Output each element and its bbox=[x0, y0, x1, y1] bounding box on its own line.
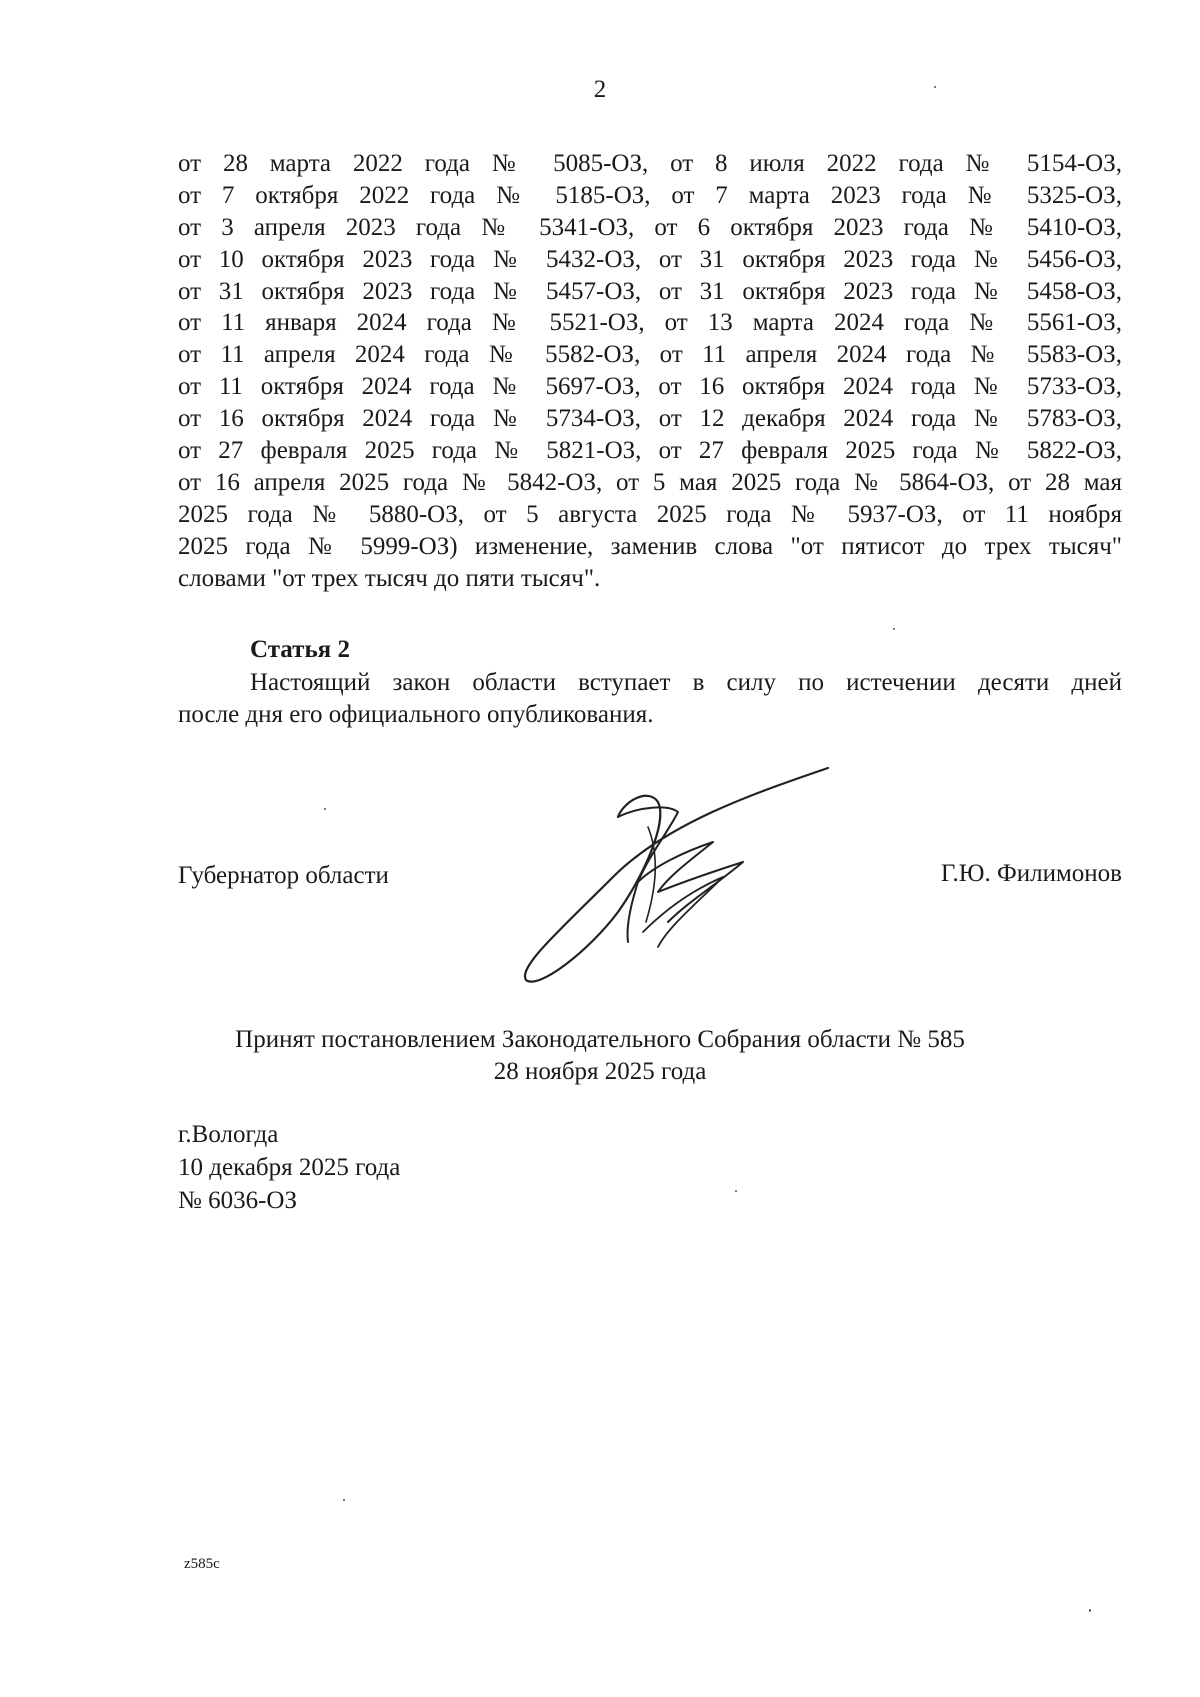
paragraph-line: от 16 октября 2024 года № 5734-ОЗ, от 12 декабря 2024 года № 5783-ОЗ, bbox=[178, 405, 1122, 433]
scan-speck bbox=[735, 1190, 737, 1192]
paragraph-line: от 28 марта 2022 года № 5085-ОЗ, от 8 июля 2022 года № 5154-ОЗ, bbox=[178, 150, 1122, 177]
law-number: № 6036-ОЗ bbox=[178, 1187, 298, 1214]
paragraph-line: от 7 октября 2022 года № 5185-ОЗ, от 7 марта 2023 года № 5325-ОЗ, bbox=[178, 181, 1122, 209]
paragraph-line: от 11 января 2024 года № 5521-ОЗ, от 13 марта 2024 года № 5561-ОЗ, bbox=[178, 309, 1122, 337]
scan-speck bbox=[1089, 1609, 1091, 1612]
paragraph-line: от 11 октября 2024 года № 5697-ОЗ, от 16 октября 2024 года № 5733-ОЗ, bbox=[178, 373, 1122, 401]
article-line: после дня его официального опубликования. bbox=[178, 700, 654, 728]
article-heading: Статья 2 bbox=[250, 636, 350, 663]
amendment-paragraph bbox=[178, 148, 1122, 594]
scan-speck bbox=[934, 86, 936, 88]
scan-speck bbox=[324, 808, 326, 810]
law-date: 10 декабря 2025 года bbox=[178, 1154, 401, 1181]
place-date-number bbox=[178, 1118, 400, 1217]
article-body bbox=[178, 667, 1122, 731]
paragraph-line: 2025 года № 5880-ОЗ, от 5 августа 2025 года № 5937-ОЗ, от 11 ноября bbox=[178, 500, 1122, 528]
scan-speck bbox=[343, 1499, 345, 1501]
paragraph-line: от 16 апреля 2025 года № 5842-ОЗ, от 5 мая 2025 года № 5864-ОЗ, от 28 мая bbox=[178, 468, 1122, 496]
city: г.Вологда bbox=[178, 1121, 279, 1148]
page-number: 2 bbox=[593, 76, 607, 103]
article-line: Настоящий закон области вступает в силу по истечении десяти дней bbox=[250, 669, 1122, 696]
handwritten-signature bbox=[518, 762, 848, 987]
adoption-date: 28 ноября 2025 года bbox=[493, 1058, 707, 1085]
adoption-line: Принят постановлением Законодательного Собрания области № 585 bbox=[235, 1026, 965, 1053]
paragraph-line: от 31 октября 2023 года № 5457-ОЗ, от 31 октября 2023 года № 5458-ОЗ, bbox=[178, 277, 1122, 305]
paragraph-line: 2025 года № 5999-ОЗ) изменение, заменив слова "от пятисот до трех тысяч" bbox=[178, 532, 1122, 560]
paragraph-line: от 27 февраля 2025 года № 5821-ОЗ, от 27 февраля 2025 года № 5822-ОЗ, bbox=[178, 437, 1122, 465]
paragraph-line: от 10 октября 2023 года № 5432-ОЗ, от 31 октября 2023 года № 5456-ОЗ, bbox=[178, 245, 1122, 273]
scan-speck bbox=[893, 628, 895, 630]
governor-title: Губернатор области bbox=[178, 862, 389, 889]
footer-code: z585c bbox=[184, 1556, 220, 1572]
adoption-note bbox=[0, 1024, 1200, 1088]
paragraph-line: словами "от трех тысяч до пяти тысяч". bbox=[178, 564, 601, 592]
governor-name: Г.Ю. Филимонов bbox=[940, 860, 1122, 887]
paragraph-line: от 3 апреля 2023 года № 5341-ОЗ, от 6 октября 2023 года № 5410-ОЗ, bbox=[178, 213, 1122, 241]
paragraph-line: от 11 апреля 2024 года № 5582-ОЗ, от 11 апреля 2024 года № 5583-ОЗ, bbox=[178, 341, 1122, 369]
